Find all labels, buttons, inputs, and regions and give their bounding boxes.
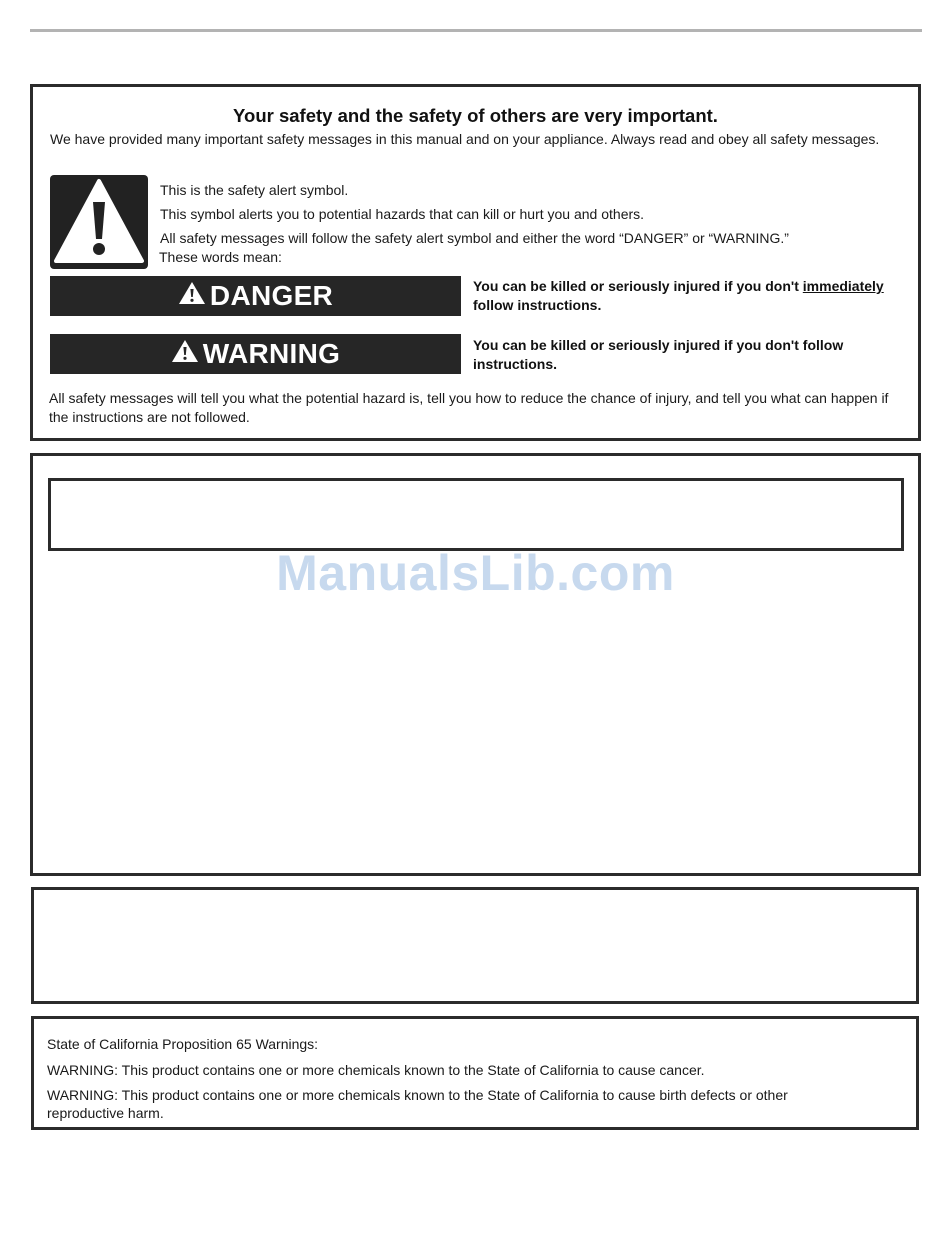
prop65-box <box>31 1016 919 1130</box>
prop65-title: State of California Proposition 65 Warnings: <box>47 1036 319 1052</box>
watermark: ManualsLib.com <box>276 545 675 601</box>
warning-signal-bar <box>50 334 461 374</box>
warning-description: You can be killed or seriously injured if you don't follow instructions. <box>473 337 844 372</box>
danger-description <box>473 277 913 315</box>
danger-signal-bar <box>50 276 461 316</box>
symbol-line-1: This is the safety alert symbol. <box>160 182 349 198</box>
danger-text-emphasis: immediately <box>802 278 884 294</box>
safety-intro: We have provided many important safety messages in this manual and on your appliance. Always read and obey all safety messages. <box>50 131 880 147</box>
danger-text-after: follow instructions. <box>473 297 602 313</box>
symbol-line-3: All safety messages will follow the safety alert symbol and either the word “DANGER” or “WARNING.” <box>160 230 789 246</box>
prop65-warning-2: WARNING: This product contains one or more chemicals known to the State of California to cause birth defects or other reproductive harm. <box>47 1087 788 1121</box>
symbol-line-4: These words mean: <box>159 249 282 265</box>
empty-content-box <box>30 453 921 876</box>
safety-title: Your safety and the safety of others are very important. <box>233 105 718 126</box>
safety-closing: All safety messages will tell you what the potential hazard is, tell you how to reduce the chance of injury, and tell you what can happen if the instructions are not followed. <box>49 390 889 425</box>
danger-text-before: You can be killed or seriously injured if you don't <box>473 278 803 294</box>
danger-label: DANGER <box>209 280 334 311</box>
symbol-line-2: This symbol alerts you to potential hazards that can kill or hurt you and others. <box>160 206 645 222</box>
warning-triangle-icon <box>171 338 199 370</box>
safety-alert-icon <box>50 175 148 269</box>
prop65-warning-1: WARNING: This product contains one or more chemicals known to the State of California to cause cancer. <box>47 1062 705 1078</box>
empty-notice-box <box>31 887 919 1004</box>
warning-triangle-icon <box>178 280 206 312</box>
warning-label: WARNING <box>202 338 341 369</box>
top-rule <box>30 29 922 32</box>
safety-box <box>30 84 921 441</box>
empty-heading-box <box>48 478 904 551</box>
